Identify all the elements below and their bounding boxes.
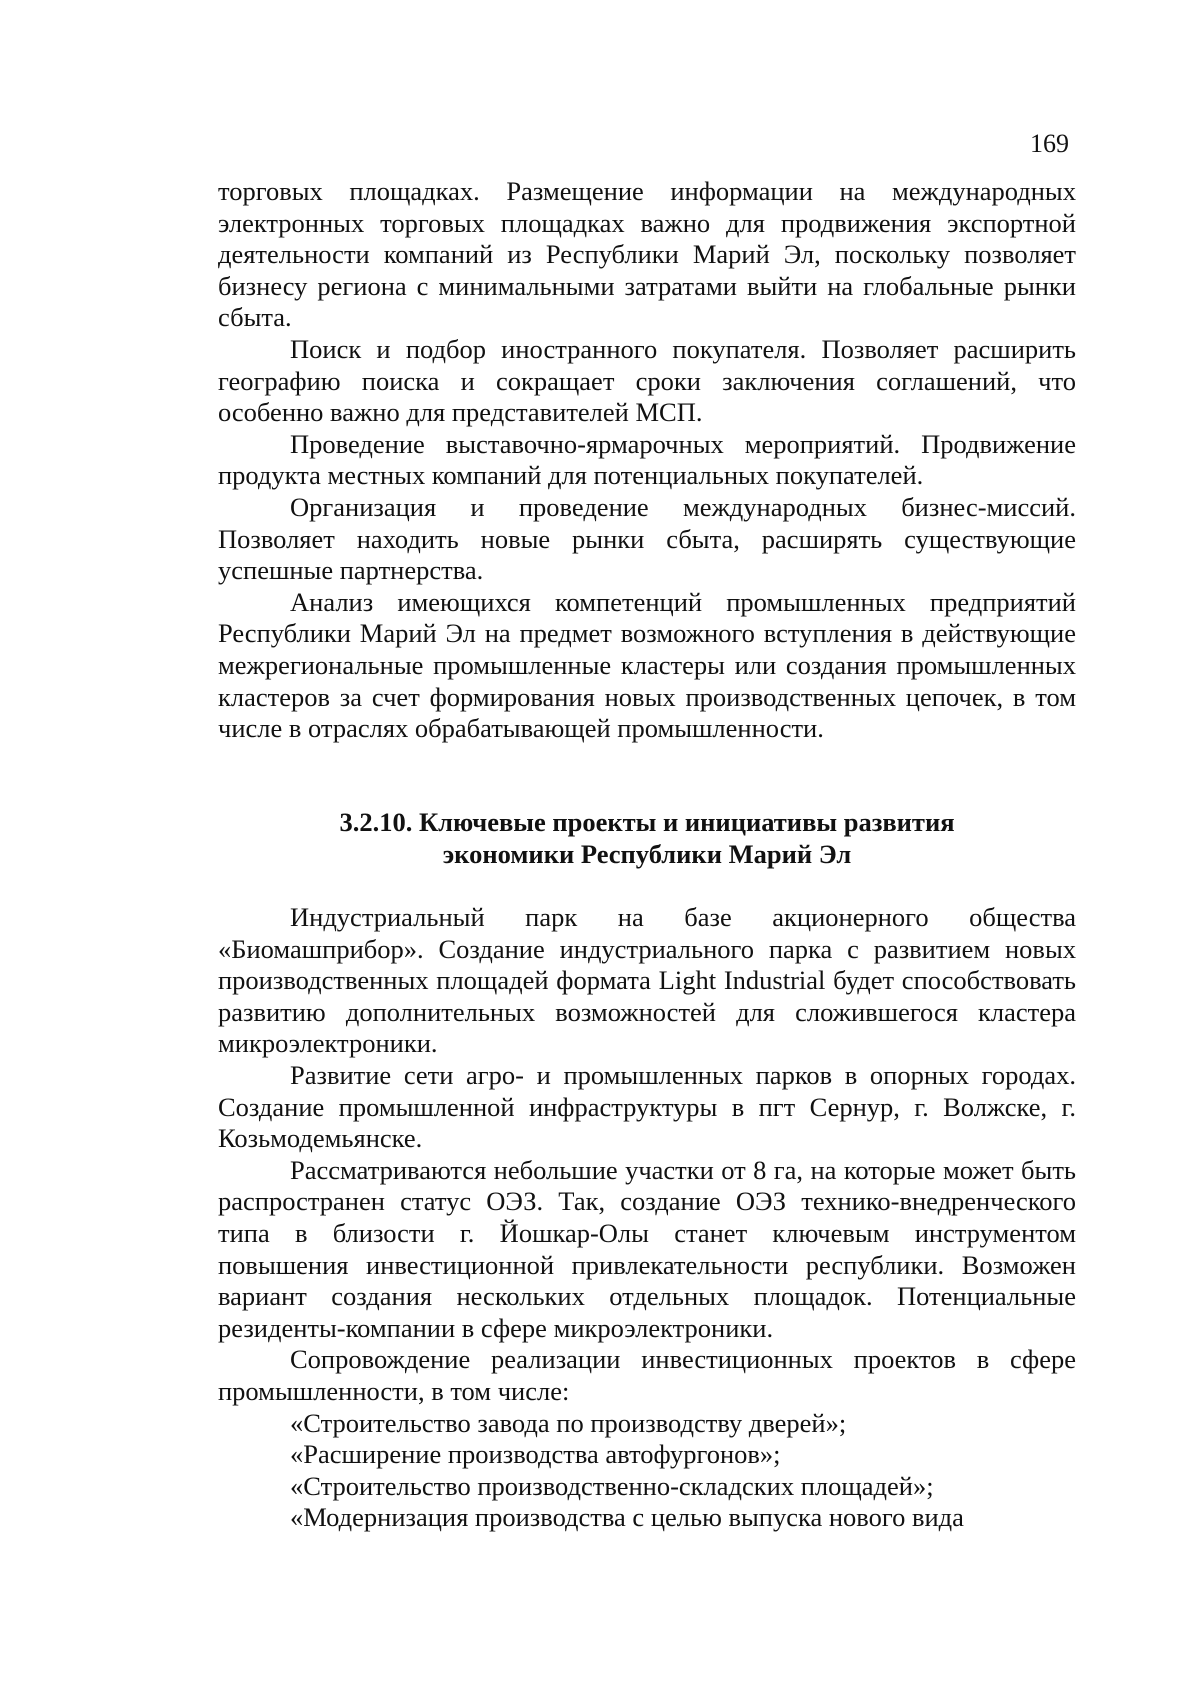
paragraph: Поиск и подбор иностранного покупателя. Позволяет расширить географию поиска и сокращает сроки заключения соглашений, что особенно важно для представителей МСП. [218, 333, 1076, 428]
page-number: 169 [1030, 129, 1069, 158]
paragraph: Проведение выставочно-ярмарочных мероприятий. Продвижение продукта местных компаний для потенциальных покупателей. [218, 428, 1076, 491]
text-block-top [218, 176, 1076, 745]
list-item: «Строительство производственно-складских площадей»; [290, 1470, 934, 1501]
paragraph: Развитие сети агро- и промышленных парков в опорных городах. Создание промышленной инфраструктуры в пгт Сернур, г. Волжске, г. Козьмодемьянске. [218, 1059, 1076, 1154]
list-item: «Модернизация производства с целью выпуска нового вида [290, 1502, 964, 1533]
paragraph: Сопровождение реализации инвестиционных проектов в сфере промышленности, в том числе: [218, 1344, 1076, 1406]
section-heading-line: 3.2.10. Ключевые проекты и инициативы развития [339, 807, 955, 837]
list-item: «Расширение производства автофургонов»; [290, 1439, 781, 1470]
section-heading-line: экономики Республики Марий Эл [442, 839, 852, 869]
section-heading [218, 806, 1076, 870]
paragraph: Индустриальный парк на базе акционерного общества «Биомашприбор». Создание индустриального парка с развитием новых производственных площадей формата Light Industrial будет способствовать развитию дополнительных возможностей для сложившегося кластера микроэлектроники. [218, 902, 1076, 1059]
paragraph: Рассматриваются небольшие участки от 8 га, на которые может быть распространен статус ОЭЗ. Так, создание ОЭЗ технико-внедренческого типа в близости г. Йошкар-Олы станет ключевым инструментом повышения инвестиционной привлекательности республики. Возможен вариант создания нескольких отдельных площадок. Потенциальные резиденты-компании в сфере микроэлектроники. [218, 1154, 1076, 1343]
paragraph: торговых площадках. Размещение информации на международных электронных торговых площадках важно для продвижения экспортной деятельности компаний из Республики Марий Эл, поскольку позволяет бизнесу региона с минимальными затратами выйти на глобальные рынки сбыта. [218, 176, 1076, 333]
list-item: «Строительство завода по производству дверей»; [290, 1407, 847, 1438]
text-block-bottom [218, 902, 1076, 1534]
paragraph: Анализ имеющихся компетенций промышленных предприятий Республики Марий Эл на предмет возможного вступления в действующие межрегиональные промышленные кластеры или создания промышленных кластеров за счет формирования новых производственных цепочек, в том числе в отраслях обрабатывающей промышленности. [218, 586, 1076, 744]
paragraph: Организация и проведение международных бизнес-миссий. Позволяет находить новые рынки сбыта, расширять существующие успешные партнерства. [218, 491, 1076, 586]
